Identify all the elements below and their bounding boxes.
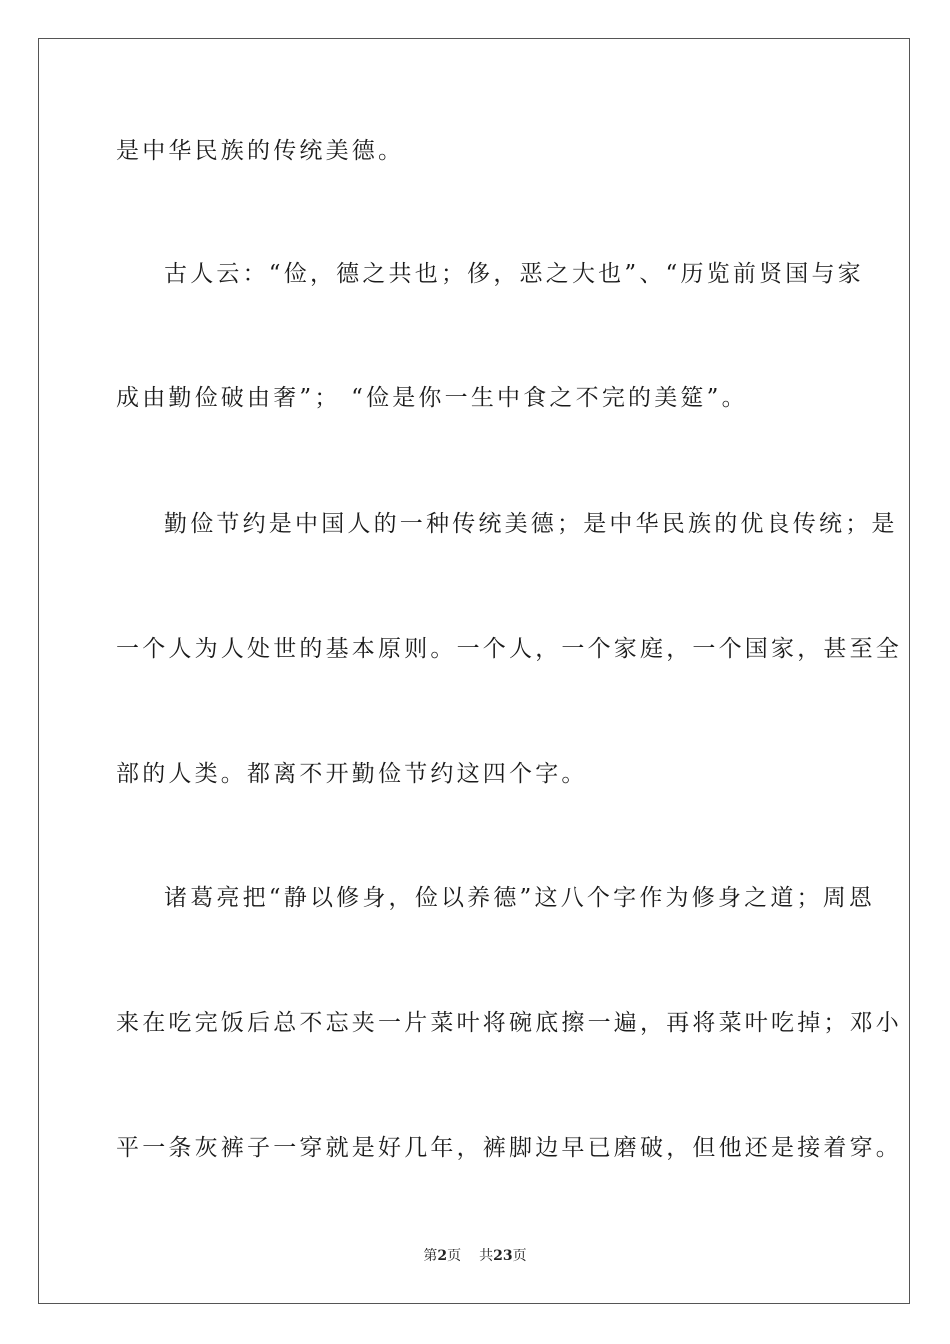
page-suffix: 页: [447, 1248, 462, 1264]
text-line-5: 一个人为人处世的基本原则。一个人，一个家庭，一个国家，甚至全: [116, 636, 902, 662]
text-line-8: 来在吃完饭后总不忘夹一片菜叶将碗底擦一遍，再将菜叶吃掉；邓小: [116, 1010, 902, 1036]
text-line-1: 是中华民族的传统美德。: [116, 138, 405, 164]
total-page-count: 23: [493, 1248, 513, 1264]
text-line-4: 勤俭节约是中国人的一种传统美德；是中华民族的优良传统；是: [164, 511, 898, 537]
total-prefix: 共: [479, 1248, 494, 1264]
page-prefix: 第: [423, 1248, 438, 1264]
page-footer: [0, 1247, 950, 1265]
text-line-6: 部的人类。都离不开勤俭节约这四个字。: [116, 761, 588, 787]
text-line-7: 诸葛亮把“静以修身，俭以养德”这八个字作为修身之道；周恩: [164, 885, 876, 911]
text-line-3: 成由勤俭破由奢”； “俭是你一生中食之不完的美筵”。: [116, 385, 748, 411]
text-line-9: 平一条灰裤子一穿就是好几年，裤脚边早已磨破，但他还是接着穿。: [116, 1135, 902, 1161]
current-page-number: 2: [437, 1248, 448, 1264]
text-line-2: 古人云：“俭，德之共也；侈，恶之大也”、“历览前贤国与家: [164, 261, 864, 287]
page-border: [38, 38, 910, 1304]
total-suffix: 页: [512, 1248, 527, 1264]
